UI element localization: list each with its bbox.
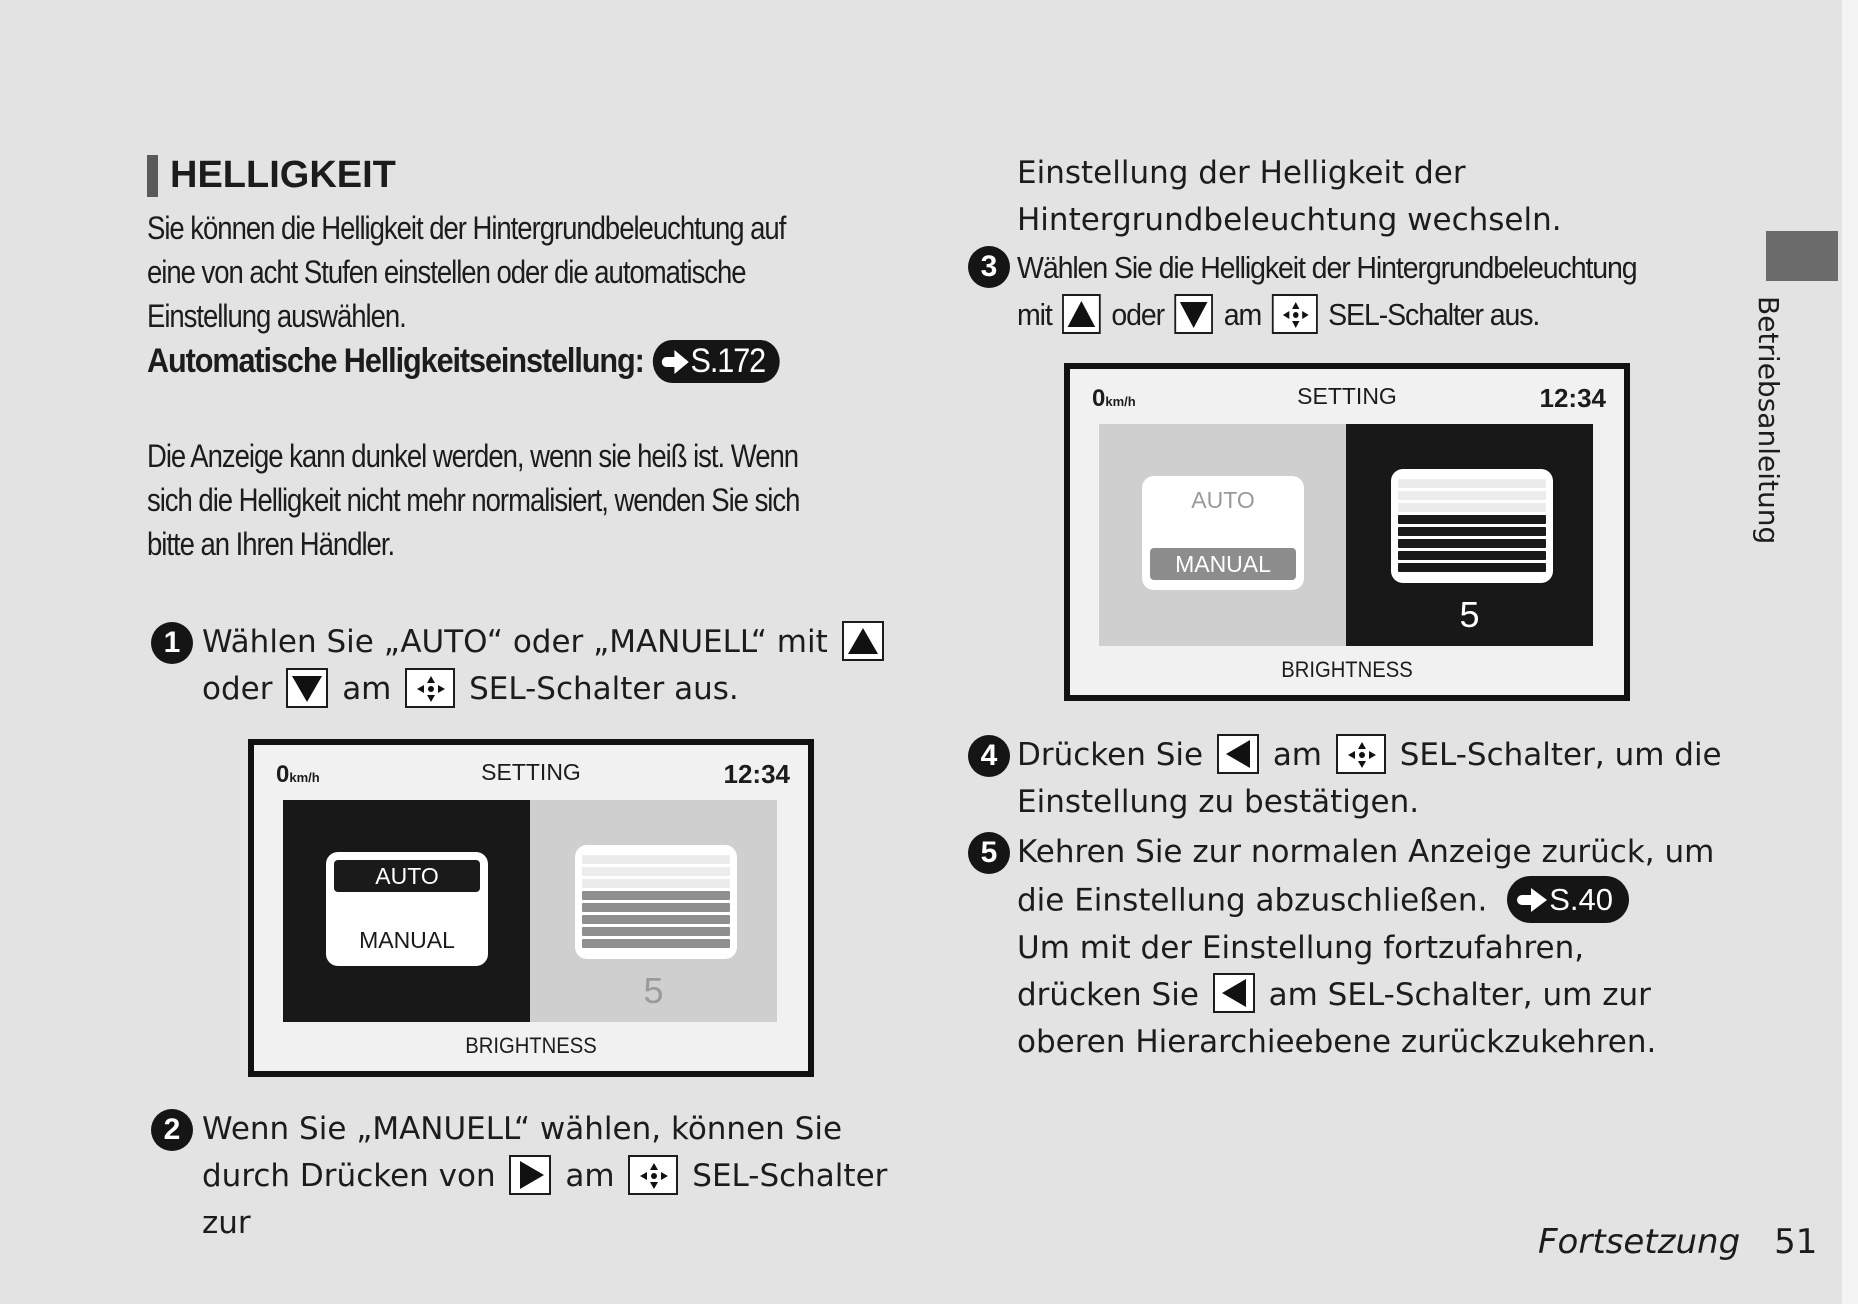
screen-footer-label: BRIGHTNESS: [1281, 657, 1413, 682]
right-arrow-key-icon: [509, 1155, 551, 1195]
mode-panel: [283, 800, 530, 1022]
option-manual[interactable]: MANUAL: [359, 927, 455, 953]
step-5: Kehren Sie zur normalen Anzeige zurück, um die Einstellung abzuschließen. S.40 Um mit der Einstellung fortzufahren, drücken Sie am SEL-Schalter, um zur oberen Hierarchieebene zurückzukehren.: [1017, 834, 1715, 1060]
display-screen-auto-manual: [248, 739, 814, 1077]
chapter-label: Betriebsanleitung: [1752, 296, 1785, 545]
step-2-continued: Einstellung der Helligkeit der Hintergrundbeleuchtung wechseln.: [1017, 155, 1562, 238]
step-number-2: 2: [151, 1109, 193, 1151]
step-2: Wenn Sie „MANUELL“ wählen, können Sie durch Drücken von am SEL-Schalter zur: [202, 1111, 888, 1241]
step-number-4: 4: [968, 735, 1010, 777]
step-4: Drücken Sie am SEL-Schalter, um die Einstellung zu bestätigen.: [1017, 732, 1797, 826]
left-arrow-key-icon: [1217, 734, 1259, 774]
continued-label: Fortsetzung: [1538, 1222, 1741, 1262]
sel-switch-icon: [1272, 294, 1318, 334]
option-auto[interactable]: AUTO: [1191, 487, 1255, 513]
page-number: 51: [1774, 1222, 1818, 1262]
page-reference-link[interactable]: S.172: [653, 340, 780, 383]
step-1: Wählen Sie „AUTO“ oder „MANUELL“ mit oder am SEL-Schalter aus.: [202, 619, 922, 713]
arrow-right-icon: [662, 351, 687, 373]
screen-header: [254, 745, 808, 797]
speed-readout: 0km/h: [276, 761, 320, 788]
down-arrow-key-icon: [1175, 294, 1214, 334]
title-bar-marker: [147, 155, 158, 197]
page-footer: [1538, 1222, 1817, 1262]
level-panel: [1346, 424, 1593, 646]
note-text: Die Anzeige kann dunkel werden, wenn sie heiß ist. Wenn sich die Helligkeit nicht mehr normalisiert, wenden Sie sich bitte an Ihren Händler.: [147, 438, 800, 562]
sel-switch-icon: [405, 668, 455, 708]
brightness-level-value: 5: [643, 970, 664, 1011]
brightness-level-value: 5: [1459, 594, 1480, 635]
screen-footer-label: BRIGHTNESS: [465, 1033, 597, 1058]
step-3: Wählen Sie die Helligkeit der Hintergrundbeleuchtung mit oder am SEL-Schalter aus.: [1017, 250, 1637, 332]
arrow-right-icon: [1517, 889, 1545, 911]
clock: 12:34: [723, 759, 790, 789]
screen-title: SETTING: [481, 759, 581, 785]
sel-switch-icon: [1336, 734, 1386, 774]
left-arrow-key-icon: [1213, 973, 1255, 1013]
mode-selector: [326, 852, 488, 966]
brightness-level-bars: [1391, 469, 1553, 583]
subheading: Automatische Helligkeitseinstellung: S.172: [147, 340, 780, 383]
screen-header: [1070, 369, 1624, 421]
mode-panel: [1099, 424, 1346, 646]
step-number-1: 1: [151, 622, 193, 664]
display-screen-brightness-level: [1064, 363, 1630, 701]
up-arrow-key-icon: [842, 621, 884, 661]
level-panel: [530, 800, 777, 1022]
option-auto[interactable]: AUTO: [334, 860, 480, 892]
section-title: HELLIGKEIT: [147, 154, 396, 197]
intro-text: Sie können die Helligkeit der Hintergrundbeleuchtung auf eine von acht Stufen einstellen oder die automatische Einstellung auswählen.: [147, 210, 786, 334]
step-number-5: 5: [968, 832, 1010, 874]
mode-selector: [1142, 476, 1304, 590]
option-manual[interactable]: MANUAL: [1150, 548, 1296, 580]
down-arrow-key-icon: [286, 668, 328, 708]
screen-title: SETTING: [1297, 383, 1397, 409]
speed-readout: 0km/h: [1092, 385, 1136, 412]
page-reference-link[interactable]: S.40: [1507, 876, 1629, 923]
chapter-tab[interactable]: [1766, 231, 1838, 281]
page-edge: [1842, 0, 1858, 1304]
brightness-level-bars: [575, 845, 737, 959]
sel-switch-icon: [628, 1155, 678, 1195]
step-number-3: 3: [968, 246, 1010, 288]
up-arrow-key-icon: [1062, 294, 1101, 334]
clock: 12:34: [1539, 383, 1606, 413]
